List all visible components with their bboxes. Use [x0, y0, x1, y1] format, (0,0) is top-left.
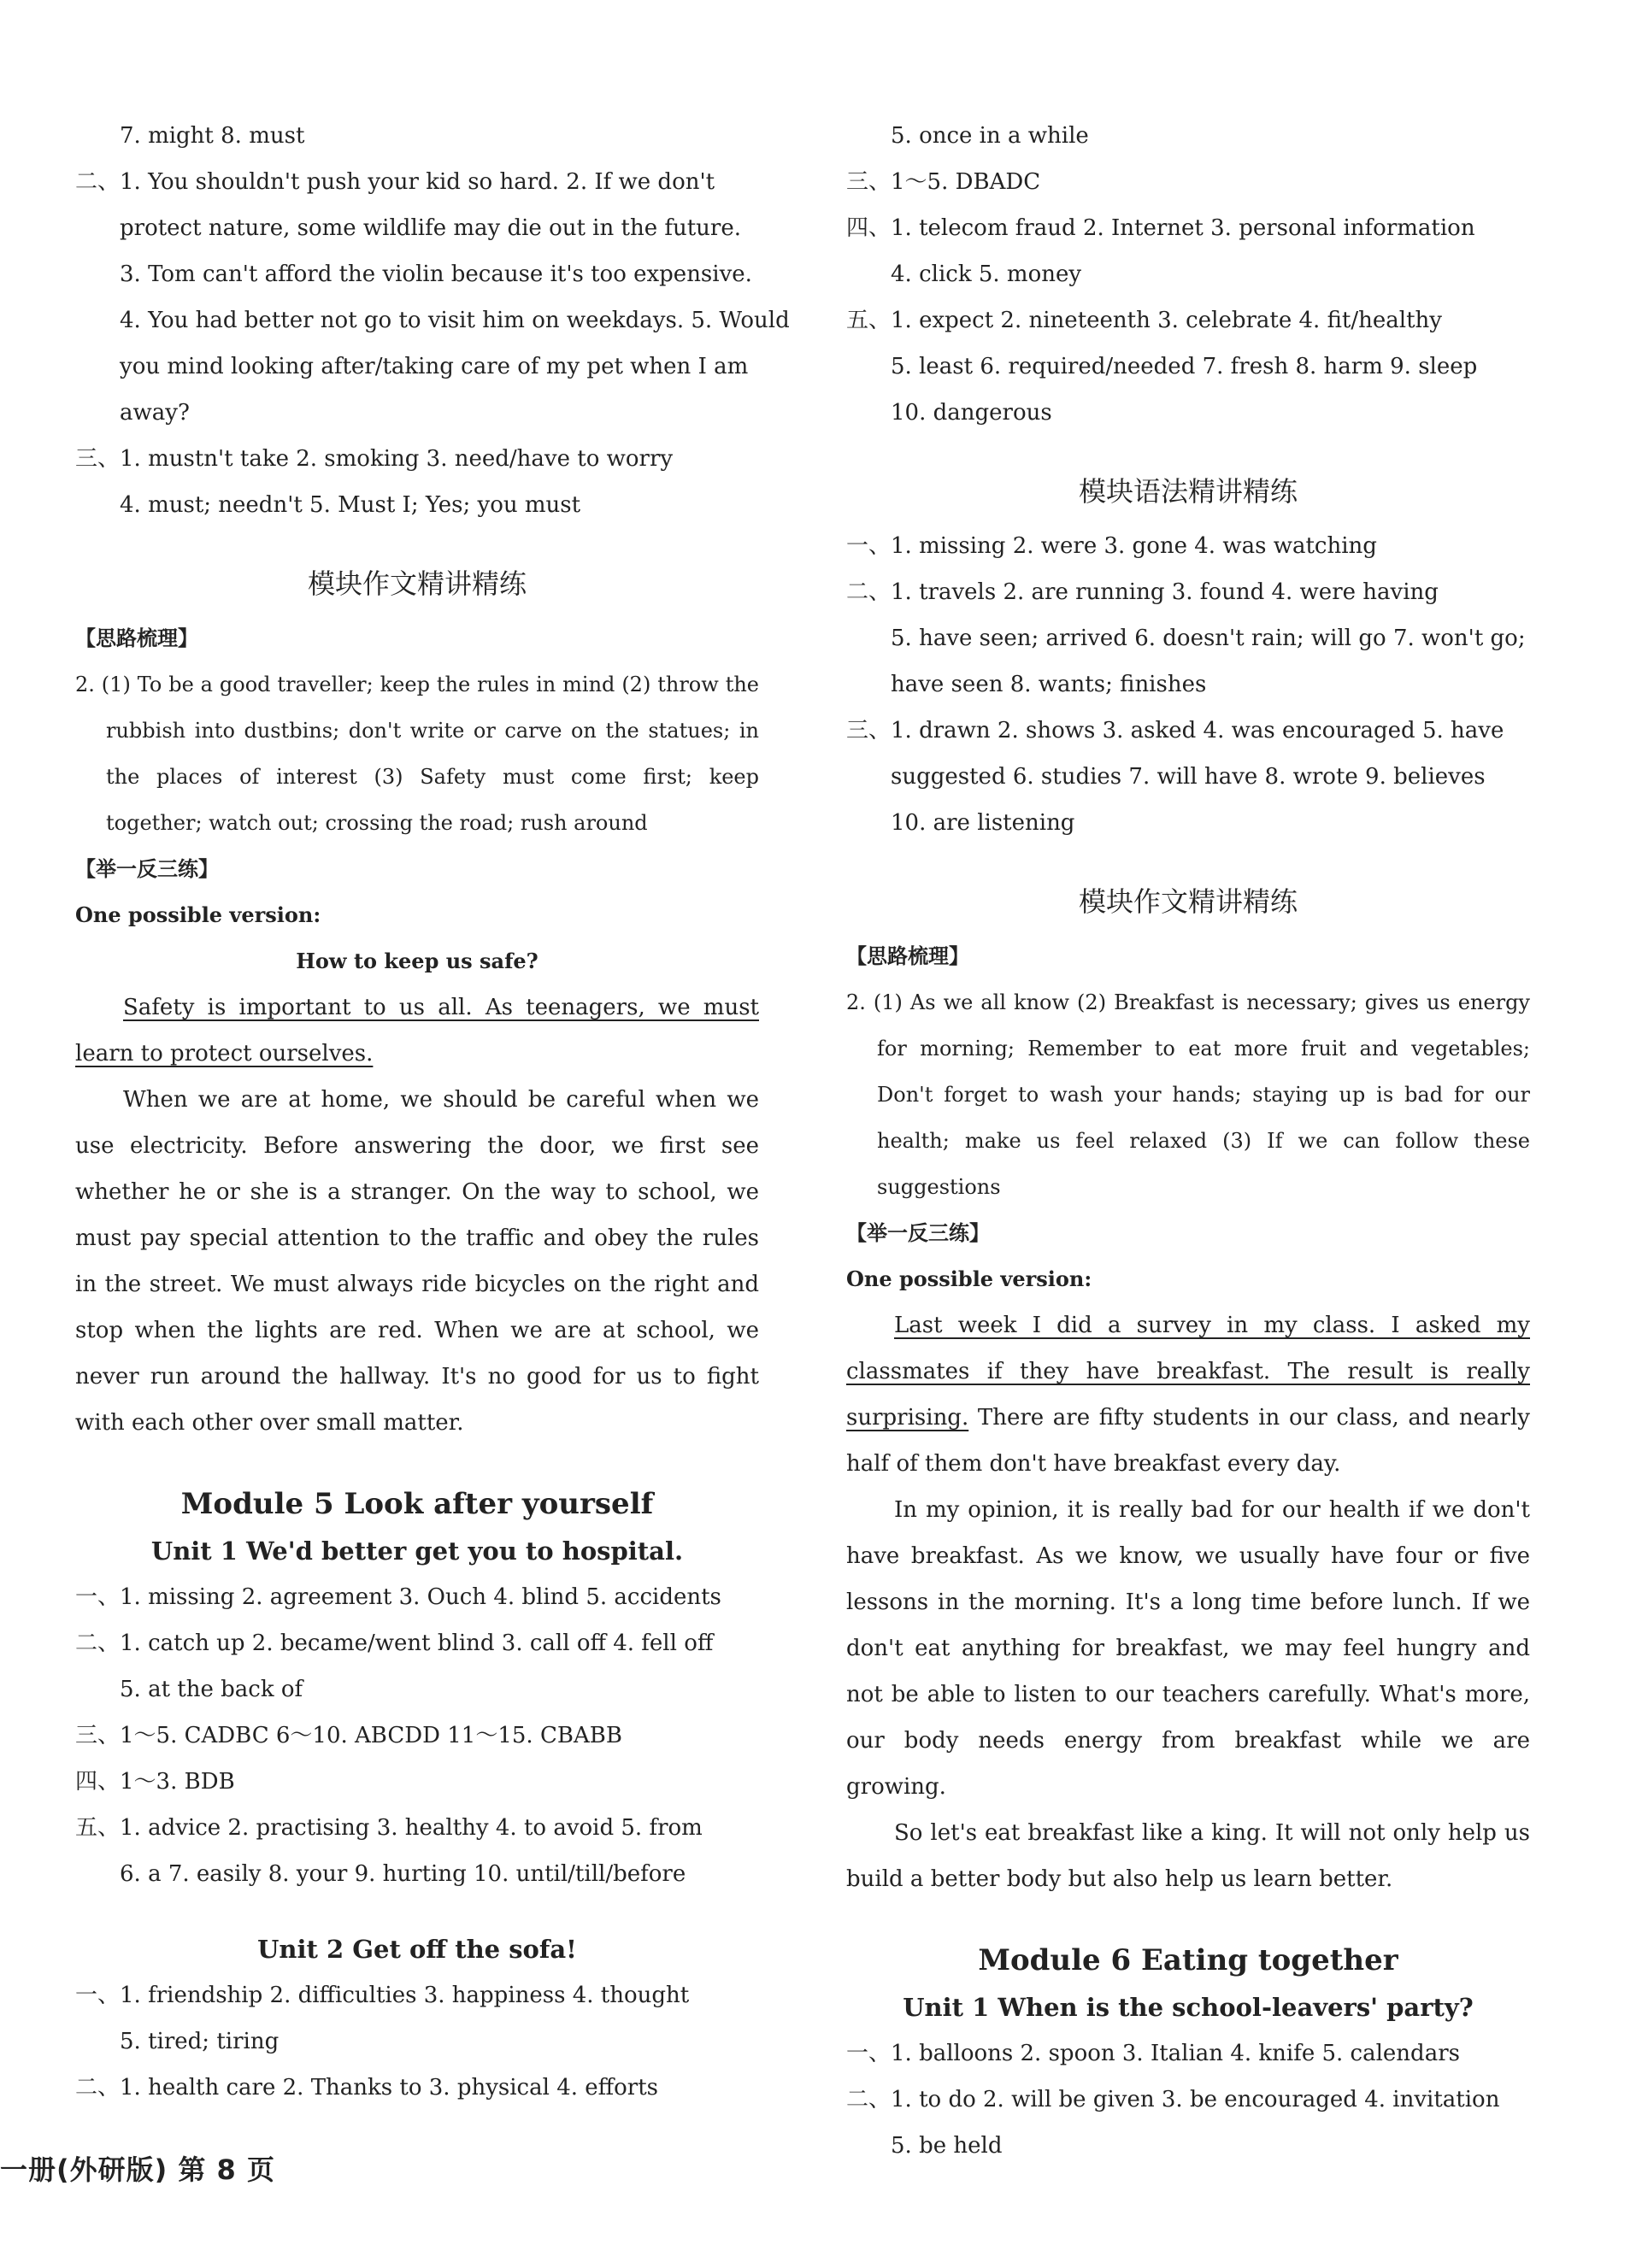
section-title: 模块语法精讲精练: [1078, 475, 1298, 508]
answer-line: have seen 8. wants; finishes: [891, 672, 1207, 697]
essay-paragraph: In my opinion, it is really bad for our health if we don't have breakfast. As we know, we usually have four or five lessons in the morning. It's a long time before lunch. If we don't eat anything for breakfast, we may feel hungry and not be able to listen to our teachers carefully. What's more, our body needs energy from breakfast while we are growing.: [846, 1497, 1530, 1800]
answer-line: 6. a 7. easily 8. your 9. hurting 10. until/till/before: [120, 1861, 686, 1887]
answer-line: away?: [120, 400, 190, 426]
answer-line: 三、1. drawn 2. shows 3. asked 4. was encouraged 5. have: [846, 718, 1504, 743]
answer-line: 三、1～5. CADBC 6～10. ABCDD 11～15. CBABB: [75, 1723, 622, 1748]
possible-version-label: One possible version:: [75, 902, 321, 927]
answer-line: 5. at the back of: [120, 1677, 303, 1702]
underlined-sentence: Last week I did a survey in my class. I asked my classmates if they have breakfast. The result is really surprising.: [846, 1313, 1530, 1431]
unit-title: Unit 2 Get off the sofa!: [257, 1935, 577, 1964]
essay-text: There are fifty students in our class, and nearly half of them don't have breakfast every day.: [846, 1405, 1530, 1477]
answer-line: 二、1. catch up 2. became/went blind 3. call off 4. fell off: [75, 1630, 714, 1656]
essay-paragraph: When we are at home, we should be careful when we use electricity. Before answering the door, we first see whether he or she is a stranger. On the way to school, we must pay special attention to the traffic and obey the rules in the street. We must always ride bicycles on the right and stop when the lights are red. When we are at school, we never run around the hallway. It's no good for us to fight with each other over small matter.: [75, 1087, 759, 1436]
subsection-label: 【思路梳理】: [75, 626, 198, 650]
answer-line: you mind looking after/taking care of my pet when I am: [120, 354, 749, 379]
outline-paragraph: 2. (1) As we all know (2) Breakfast is necessary; gives us energy for morning; Remember to eat more fruit and vegetables; Don't forget to wash your hands; staying up is bad for our health; make us feel relaxed (3) If we can follow these suggestions: [846, 990, 1530, 1199]
answer-line: 一、1. missing 2. were 3. gone 4. was watching: [846, 533, 1377, 559]
module-title: Module 6 Eating together: [978, 1943, 1398, 1977]
answer-line: protect nature, some wildlife may die out in the future.: [120, 215, 741, 241]
answer-line: 五、1. advice 2. practising 3. healthy 4. to avoid 5. from: [75, 1815, 703, 1841]
underlined-sentence: Safety is important to us all. As teenagers, we must learn to protect ourselves.: [75, 995, 759, 1066]
unit-title: Unit 1 We'd better get you to hospital.: [150, 1536, 684, 1566]
answer-line: 四、1～3. BDB: [75, 1769, 235, 1795]
essay-paragraph: [846, 1302, 1530, 1487]
essay-paragraph: [75, 984, 759, 1077]
answer-line: 4. You had better not go to visit him on weekdays. 5. Would: [120, 308, 790, 333]
subsection-label: 【思路梳理】: [846, 944, 969, 968]
section-title: 模块作文精讲精练: [307, 567, 527, 600]
page-footer: 一册(外研版) 第 8 页: [0, 2153, 275, 2186]
right-column: [846, 113, 1530, 2169]
answer-line: 五、1. expect 2. nineteenth 3. celebrate 4. fit/healthy: [846, 308, 1442, 333]
answer-line: 4. click 5. money: [891, 261, 1082, 287]
answer-line: 二、1. travels 2. are running 3. found 4. were having: [846, 579, 1439, 605]
answer-line: 四、1. telecom fraud 2. Internet 3. personal information: [846, 215, 1475, 241]
answer-line: 三、1. mustn't take 2. smoking 3. need/have to worry: [75, 446, 674, 472]
answer-line: 5. once in a while: [891, 123, 1089, 149]
module-title: Module 5 Look after yourself: [180, 1487, 654, 1521]
subsection-label: 【举一反三练】: [75, 857, 219, 881]
subsection-label: 【举一反三练】: [846, 1221, 990, 1245]
answer-line: 5. have seen; arrived 6. doesn't rain; will go 7. won't go;: [891, 626, 1526, 651]
answer-line: 7. might 8. must: [120, 123, 305, 149]
answer-line: 5. least 6. required/needed 7. fresh 8. harm 9. sleep: [891, 354, 1478, 379]
answer-line: 10. dangerous: [891, 400, 1052, 426]
left-column: [75, 113, 790, 2111]
answer-line: 5. tired; tiring: [120, 2029, 280, 2054]
answer-line: 二、1. health care 2. Thanks to 3. physical 4. efforts: [75, 2075, 659, 2101]
answer-line: 5. be held: [891, 2133, 1003, 2159]
answer-line: 10. are listening: [891, 810, 1075, 836]
essay-paragraph: So let's eat breakfast like a king. It will not only help us build a better body but also help us learn better.: [846, 1820, 1530, 1892]
section-title: 模块作文精讲精练: [1078, 885, 1298, 918]
answer-line: 一、1. balloons 2. spoon 3. Italian 4. knife 5. calendars: [846, 2041, 1460, 2066]
possible-version-label: One possible version:: [846, 1266, 1092, 1291]
essay-title: How to keep us safe?: [296, 949, 539, 973]
answer-line: 二、1. to do 2. will be given 3. be encouraged 4. invitation: [846, 2087, 1500, 2112]
answer-line: 一、1. missing 2. agreement 3. Ouch 4. blind 5. accidents: [75, 1584, 721, 1610]
outline-paragraph: 2. (1) To be a good traveller; keep the rules in mind (2) throw the rubbish into dustbins; don't write or carve on the statues; in the places of interest (3) Safety must come first; keep together; watch out; crossing the road; rush around: [75, 673, 759, 835]
answer-line: 二、1. You shouldn't push your kid so hard. 2. If we don't: [75, 169, 715, 195]
unit-title: Unit 1 When is the school-leavers' party?: [903, 1993, 1474, 2022]
answer-line: 4. must; needn't 5. Must I; Yes; you must: [120, 492, 581, 518]
answer-line: 一、1. friendship 2. difficulties 3. happiness 4. thought: [75, 1983, 690, 2008]
answer-line: 三、1～5. DBADC: [846, 169, 1041, 195]
answer-line: 3. Tom can't afford the violin because it's too expensive.: [120, 261, 752, 287]
answer-line: suggested 6. studies 7. will have 8. wrote 9. believes: [891, 764, 1486, 790]
